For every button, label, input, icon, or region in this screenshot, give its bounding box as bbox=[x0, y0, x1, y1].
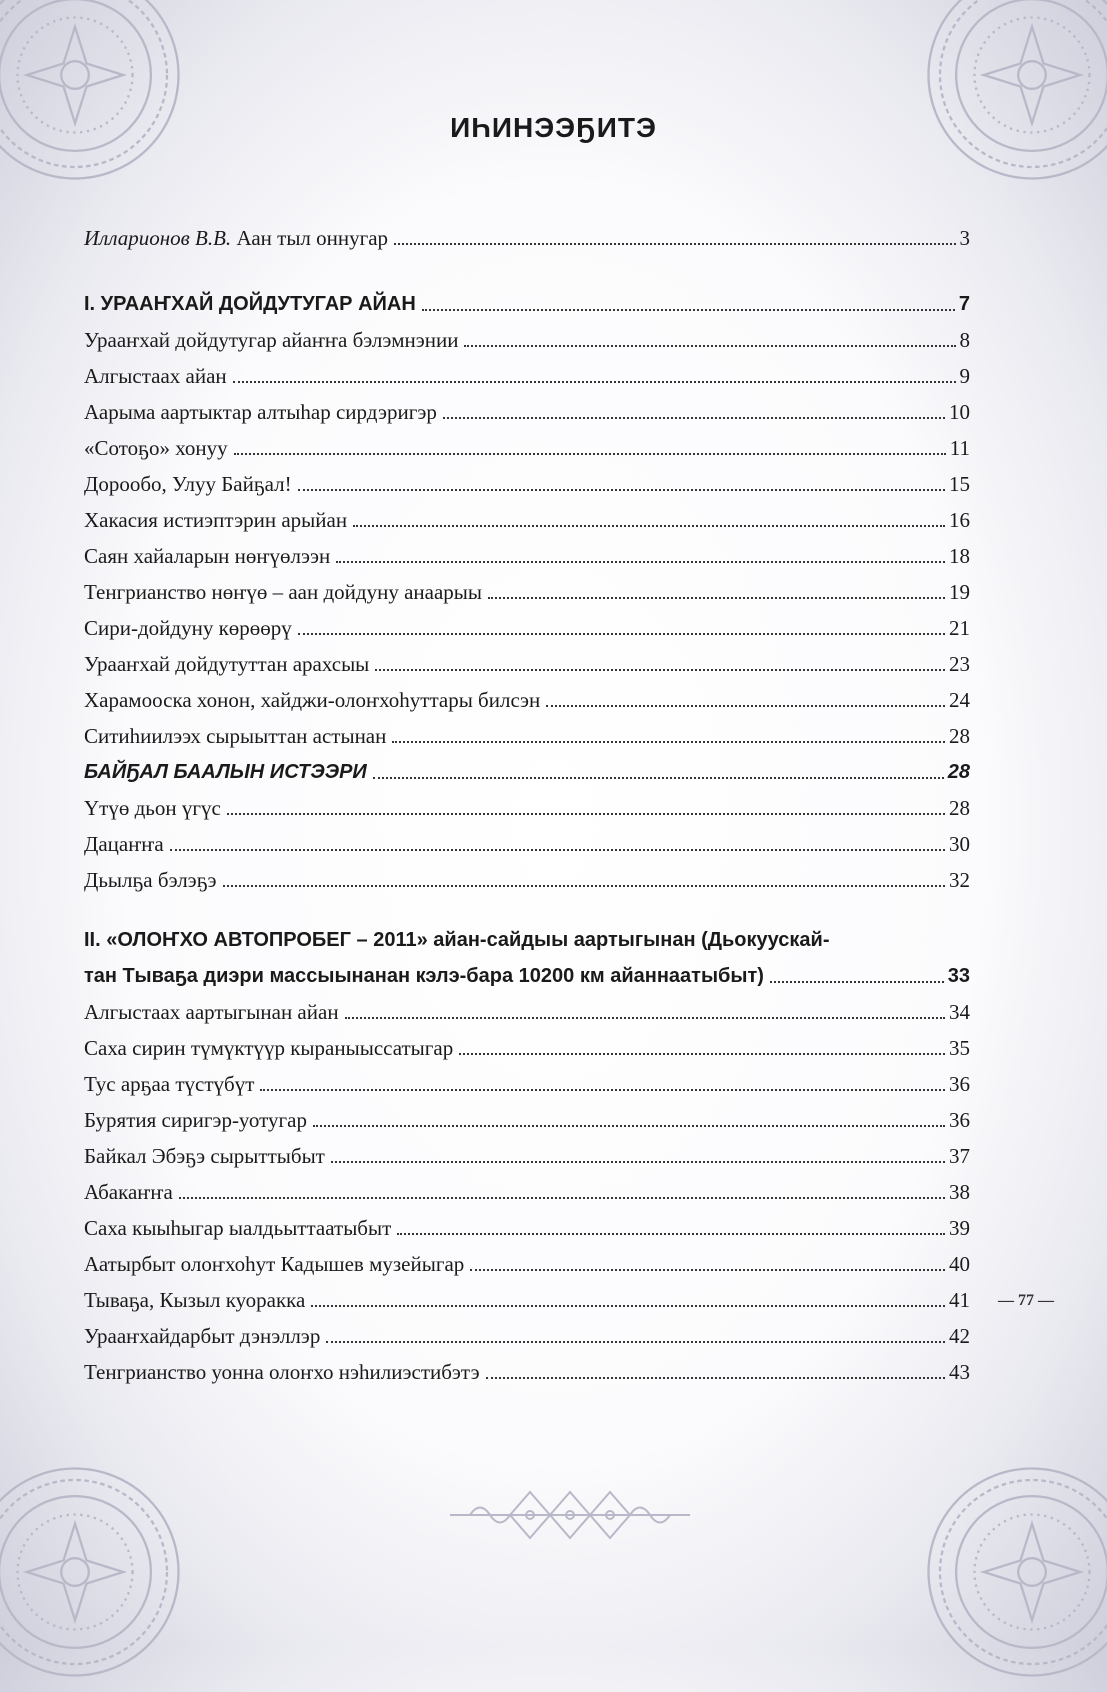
toc-page-number: 41 bbox=[949, 1282, 970, 1318]
toc-leader bbox=[353, 525, 945, 527]
toc-leader bbox=[443, 417, 945, 419]
toc-leader bbox=[311, 1305, 945, 1307]
toc-entry[interactable] bbox=[84, 466, 970, 502]
toc-page-number: 28 bbox=[949, 718, 970, 754]
toc-page-number: 28 bbox=[948, 754, 970, 790]
toc-entry[interactable] bbox=[84, 682, 970, 718]
toc-entry[interactable] bbox=[84, 574, 970, 610]
toc-entry[interactable] bbox=[84, 358, 970, 394]
toc-section-2[interactable] bbox=[84, 958, 970, 994]
toc-entry-title: «Сотоҕо» хонуу bbox=[84, 430, 228, 466]
toc-entry[interactable] bbox=[84, 646, 970, 682]
toc-page-number: 36 bbox=[949, 1066, 970, 1102]
toc-entry-title: Урааҥхай дойдутугар айаҥҥа бэлэмнэнии bbox=[84, 322, 458, 358]
toc-page-number: 11 bbox=[950, 430, 970, 466]
toc-entry-title: Дацаҥҥа bbox=[84, 826, 164, 862]
toc-leader bbox=[470, 1269, 945, 1271]
toc-leader bbox=[227, 813, 945, 815]
toc-entry[interactable] bbox=[84, 1102, 970, 1138]
toc-entry[interactable] bbox=[84, 430, 970, 466]
spacer bbox=[84, 898, 970, 922]
toc-author: Илларионов В.В. bbox=[84, 226, 231, 250]
toc-section-2-line1[interactable]: II. «ОЛОҤХО АВТОПРОБЕГ – 2011» айан-сайдыы аартыгынан (Дьокуускай- bbox=[84, 922, 970, 958]
toc-subsection[interactable] bbox=[84, 754, 970, 790]
toc-entry[interactable] bbox=[84, 862, 970, 898]
toc-entry-title: Саха кыыһыгар ыалдьыттаатыбыт bbox=[84, 1210, 391, 1246]
corner-ornament-icon bbox=[917, 0, 1107, 190]
toc-entry[interactable] bbox=[84, 1174, 970, 1210]
toc-page-number: 10 bbox=[949, 394, 970, 430]
toc-page-number: 7 bbox=[959, 286, 970, 322]
toc-page-number: 16 bbox=[949, 502, 970, 538]
toc-entry-title: Алгыстаах аартыгынан айан bbox=[84, 994, 339, 1030]
toc-leader bbox=[486, 1377, 945, 1379]
toc-page-number: 38 bbox=[949, 1174, 970, 1210]
toc-page-number: 21 bbox=[949, 610, 970, 646]
toc-entry[interactable] bbox=[84, 502, 970, 538]
toc-entry[interactable] bbox=[84, 538, 970, 574]
toc-entry-intro[interactable] bbox=[84, 220, 970, 256]
toc-page-number: 28 bbox=[949, 790, 970, 826]
toc-leader bbox=[313, 1125, 945, 1127]
toc-page-number: 9 bbox=[960, 358, 971, 394]
toc-leader bbox=[298, 633, 945, 635]
toc-page-number: 8 bbox=[960, 322, 971, 358]
toc-entry-title: Саян хайаларын нөҥүөлээн bbox=[84, 538, 330, 574]
toc-entry[interactable] bbox=[84, 322, 970, 358]
toc-entry-title: Үтүө дьон үгүс bbox=[84, 790, 221, 826]
toc-page-number: 19 bbox=[949, 574, 970, 610]
toc-leader bbox=[422, 309, 955, 311]
toc-entry[interactable] bbox=[84, 1138, 970, 1174]
toc-entry-title: Урааҥхайдарбыт дэнэллэр bbox=[84, 1318, 320, 1354]
toc-leader bbox=[464, 345, 955, 347]
toc-leader bbox=[373, 777, 944, 779]
toc-entry-title: Сири-дойдуну көрөөрү bbox=[84, 610, 292, 646]
toc-subsection-title: БАЙҔАЛ БААЛЫН ИСТЭЭРИ bbox=[84, 754, 367, 790]
toc-entry[interactable] bbox=[84, 790, 970, 826]
toc-leader bbox=[170, 849, 945, 851]
toc-page-number: 39 bbox=[949, 1210, 970, 1246]
toc-page-number: 36 bbox=[949, 1102, 970, 1138]
toc-page-number: 43 bbox=[949, 1354, 970, 1390]
toc-section-1[interactable] bbox=[84, 286, 970, 322]
toc-page-number: 40 bbox=[949, 1246, 970, 1282]
toc-entry[interactable] bbox=[84, 1282, 970, 1318]
toc-leader bbox=[336, 561, 945, 563]
toc-leader bbox=[375, 669, 945, 671]
toc-page-number: 42 bbox=[949, 1318, 970, 1354]
corner-ornament-icon bbox=[917, 1457, 1107, 1687]
toc-entry[interactable] bbox=[84, 994, 970, 1030]
toc-entry-title: Саха сирин түмүктүүр кыраныыссатыгар bbox=[84, 1030, 453, 1066]
toc-entry[interactable] bbox=[84, 1210, 970, 1246]
toc-entry[interactable] bbox=[84, 718, 970, 754]
toc-entry-title: Хакасия истиэптэрин арыйан bbox=[84, 502, 347, 538]
toc-page-number: 37 bbox=[949, 1138, 970, 1174]
toc-leader bbox=[326, 1341, 945, 1343]
toc-entry-title: Дьылҕа бэлэҕэ bbox=[84, 862, 217, 898]
toc-leader bbox=[223, 885, 945, 887]
toc-entry-title: Аан тыл оннугар bbox=[236, 226, 388, 250]
toc-leader bbox=[234, 453, 946, 455]
toc-leader bbox=[397, 1233, 945, 1235]
toc-page-number: 33 bbox=[948, 958, 970, 994]
toc-section-title: тан Тываҕа диэри массыынанан кэлэ-бара 10200 км айаннаатыбыт) bbox=[84, 958, 764, 994]
toc-entry-title: Тенгрианство нөҥүө – аан дойдуну анаарыы bbox=[84, 574, 482, 610]
toc-entry-title: Тус арҕаа түстүбүт bbox=[84, 1066, 254, 1102]
toc-section-title: I. УРААҤХАЙ ДОЙДУТУГАР АЙАН bbox=[84, 286, 416, 322]
corner-ornament-icon bbox=[0, 1457, 190, 1687]
toc-entry-title: Тенгрианство уонна олоҥхо нэһилиэстибэтэ bbox=[84, 1354, 480, 1390]
toc-leader bbox=[331, 1161, 945, 1163]
toc-leader bbox=[459, 1053, 945, 1055]
toc-entry[interactable] bbox=[84, 1354, 970, 1390]
toc-leader bbox=[546, 705, 945, 707]
toc-page-number: 35 bbox=[949, 1030, 970, 1066]
toc-leader bbox=[345, 1017, 945, 1019]
toc-entry[interactable] bbox=[84, 1066, 970, 1102]
toc-entry-title: Дорообо, Улуу Байҕал! bbox=[84, 466, 292, 502]
toc-leader bbox=[233, 381, 956, 383]
corner-ornament-icon bbox=[0, 0, 190, 190]
table-of-contents bbox=[84, 220, 970, 1390]
toc-entry[interactable] bbox=[84, 394, 970, 430]
toc-leader bbox=[298, 489, 945, 491]
toc-entry-title: Бурятия сиригэр-уотугар bbox=[84, 1102, 307, 1138]
toc-entry-title: Тываҕа, Кызыл куоракка bbox=[84, 1282, 305, 1318]
toc-entry-title: Харамооска хонон, хайджи-олоҥхоһуттары билсэн bbox=[84, 682, 540, 718]
bottom-ornament-icon bbox=[430, 1470, 710, 1560]
toc-entry-title: Урааҥхай дойдутуттан арахсыы bbox=[84, 646, 369, 682]
toc-page-number: 15 bbox=[949, 466, 970, 502]
toc-page-number: 30 bbox=[949, 826, 970, 862]
toc-entry-title: Байкал Эбэҕэ сырыттыбыт bbox=[84, 1138, 325, 1174]
toc-leader bbox=[392, 741, 945, 743]
toc-leader bbox=[770, 981, 944, 983]
toc-page-number: 18 bbox=[949, 538, 970, 574]
toc-leader bbox=[260, 1089, 945, 1091]
toc-entry-title: Абакаҥҥа bbox=[84, 1174, 173, 1210]
toc-entry-title: Аарыма аартыктар алтыһар сирдэригэр bbox=[84, 394, 437, 430]
toc-leader bbox=[488, 597, 945, 599]
toc-leader bbox=[394, 243, 955, 245]
toc-page-number: 32 bbox=[949, 862, 970, 898]
toc-entry[interactable] bbox=[84, 1246, 970, 1282]
toc-page-number: 34 bbox=[949, 994, 970, 1030]
toc-leader bbox=[179, 1197, 945, 1199]
toc-entry[interactable] bbox=[84, 610, 970, 646]
page-number: — 77 — bbox=[998, 1292, 1054, 1310]
toc-entry[interactable] bbox=[84, 826, 970, 862]
toc-entry[interactable] bbox=[84, 1318, 970, 1354]
spacer bbox=[84, 256, 970, 286]
toc-entry-title: Алгыстаах айан bbox=[84, 358, 227, 394]
toc-page-number: 23 bbox=[949, 646, 970, 682]
toc-entry-title: Ситиһиилээх сырыыттан астынан bbox=[84, 718, 386, 754]
toc-page-number: 3 bbox=[960, 220, 971, 256]
page-title: ИҺИНЭЭҔИТЭ bbox=[0, 112, 1107, 144]
toc-page-number: 24 bbox=[949, 682, 970, 718]
toc-entry[interactable] bbox=[84, 1030, 970, 1066]
toc-entry-title: Аатырбыт олоҥхоһут Кадышев музейыгар bbox=[84, 1246, 464, 1282]
